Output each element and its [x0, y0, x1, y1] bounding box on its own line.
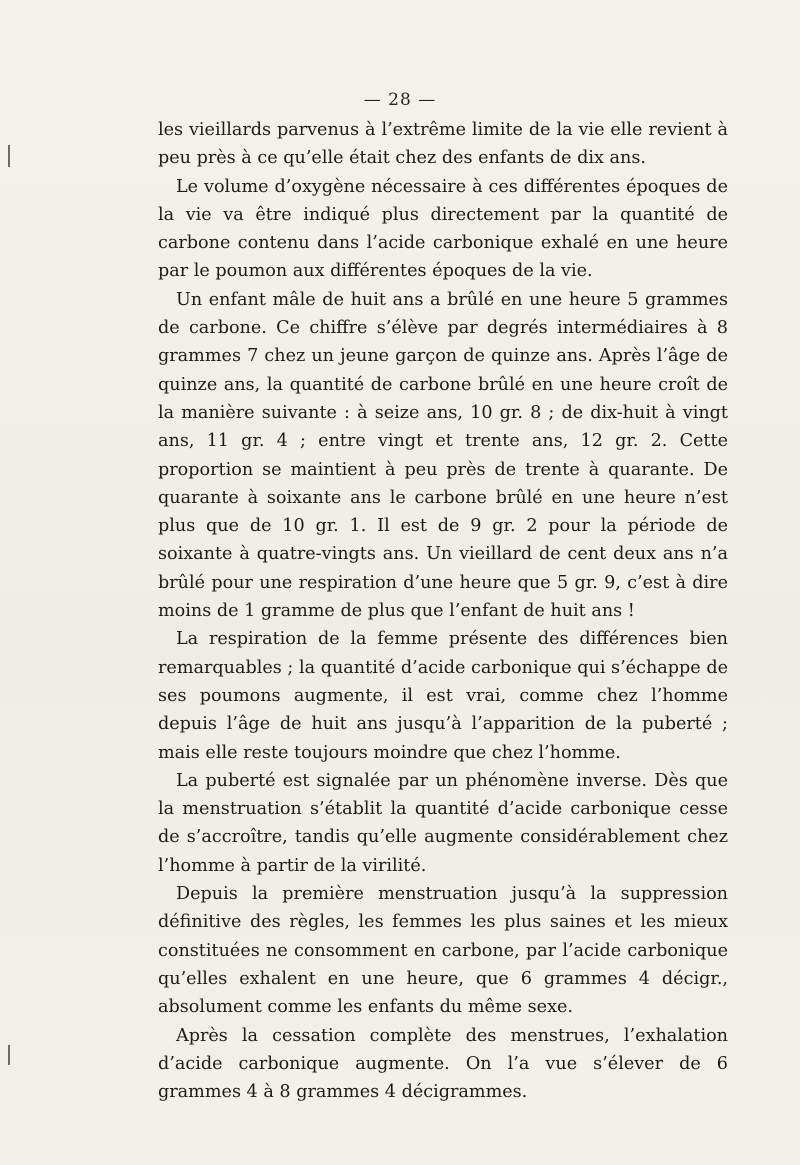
paragraph: Depuis la première menstruation jusqu’à la suppression définitive des règles, les femmes les plus saines et les mieux constituées ne consomment en carbone, par l’acide carbonique qu’elles exhalent en une heure, que 6 grammes 4 décigr., absolument comme les enfants du même sexe. — [158, 884, 728, 1018]
paragraph: les vieillards parvenus à l’extrême limite de la vie elle revient à peu près à ce qu’elle était chez des enfants de dix ans. — [158, 120, 728, 169]
paragraph: Un enfant mâle de huit ans a brûlé en une heure 5 grammes de carbone. Ce chiffre s’élève par degrés intermédiaires à 8 grammes 7 chez un jeune garçon de quinze ans. Après l’âge de quinze ans, la quantité de carbone brûlé en une heure croît de la manière suivante : à seize ans, 10 gr. 8 ; de dix-huit à vingt ans, 11 gr. 4 ; entre vingt et trente ans, 12 gr. 2. Cette proportion se maintient à peu près de trente à quarante. De quarante à soixante ans le carbone brûlé en une heure n’est plus que de 10 gr. 1. Il est de 9 gr. 2 pour la période de soixante à quatre-vingts ans. Un vieillard de cent deux ans n’a brûlé pour une respiration d’une heure que 5 gr. 9, c’est à dire moins de 1 gramme de plus que l’enfant de huit ans ! — [158, 289, 728, 622]
scan-edge-mark — [8, 1045, 10, 1065]
paragraph: La puberté est signalée par un phénomène inverse. Dès que la menstruation s’établit la quantité d’acide carbonique cesse de s’accroître, tandis qu’elle augmente considérablement chez l’homme à partir de la virilité. — [158, 770, 728, 876]
paragraph: Le volume d’oxygène nécessaire à ces différentes époques de la vie va être indiqué plus directement par la quantité de carbone contenu dans l’acide carbonique exhalé en une heure par le poumon aux différentes époques de la vie. — [158, 176, 728, 282]
paragraph: Après la cessation complète des menstrues, l’exhalation d’acide carbonique augmente. On l’a vue s’élever de 6 grammes 4 à 8 grammes 4 décigrammes. — [158, 1025, 728, 1103]
body-text — [158, 116, 728, 1106]
paragraph: La respiration de la femme présente des différences bien remarquables ; la quantité d’acide carbonique qui s’échappe de ses poumons augmente, il est vrai, comme chez l’homme depuis l’âge de huit ans jusqu’à l’apparition de la puberté ; mais elle reste toujours moindre que chez l’homme. — [158, 629, 728, 763]
page-number: — 28 — — [363, 90, 437, 110]
scan-edge-mark — [8, 145, 10, 167]
